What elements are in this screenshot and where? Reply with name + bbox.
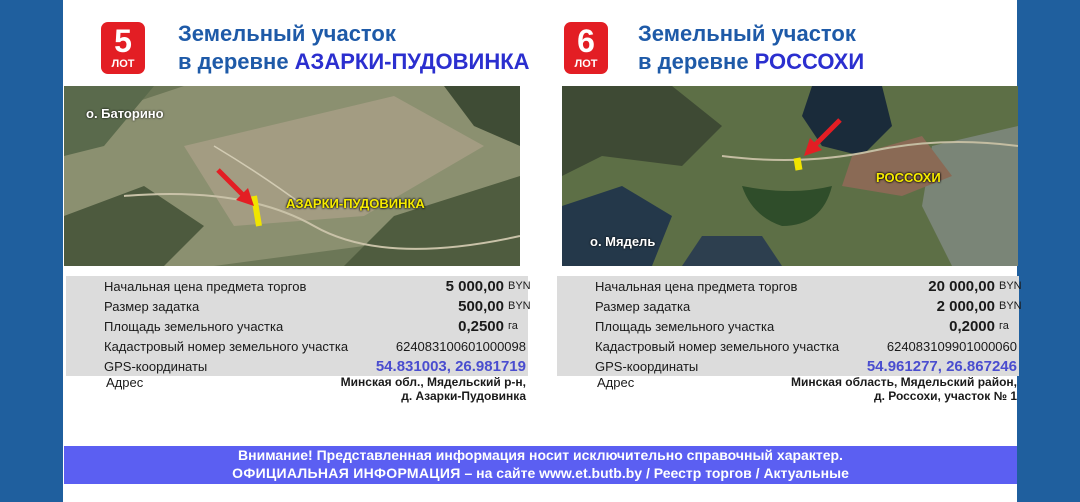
address-label: Адрес [597, 375, 635, 390]
gps-label: GPS-координаты [104, 359, 208, 374]
address-row [66, 376, 528, 416]
village-label: РОССОХИ [876, 170, 941, 185]
price-value: 5 000,00 [445, 278, 504, 295]
gps-value: 54.831003, 26.981719 [375, 358, 526, 375]
gps-row [557, 356, 1019, 376]
address-label: Адрес [106, 375, 144, 390]
area-value: 0,2000 [949, 318, 995, 335]
price-row [557, 276, 1022, 296]
cadastral-label: Кадастровый номер земельного участка [104, 339, 349, 354]
address-line2: д. Азарки-Пудовинка [401, 389, 526, 403]
address-line1: Минская обл., Мядельский р-н, [340, 375, 526, 389]
price-value: 20 000,00 [928, 278, 995, 295]
village-label: АЗАРКИ-ПУДОВИНКА [286, 196, 425, 211]
price-row [66, 276, 531, 296]
lot-number: 5 [114, 23, 132, 59]
deposit-row [66, 296, 531, 316]
cadastral-value: 624083100601000098 [395, 339, 526, 354]
lake-label: о. Баторино [86, 106, 164, 121]
lot-title-line1: Земельный участок [178, 21, 396, 46]
deposit-label: Размер задатка [104, 299, 200, 314]
lake-label: о. Мядель [590, 234, 656, 249]
cadastral-row [66, 336, 528, 356]
area-unit: га [508, 320, 518, 332]
notice-line1: Внимание! Представленная информация носит исключительно справочный характер. [238, 447, 843, 463]
price-unit: BYN [508, 280, 531, 292]
lot-title [178, 20, 530, 76]
area-row [557, 316, 1019, 336]
address-value [777, 375, 1017, 403]
lot-badge [101, 22, 145, 74]
lot-badge [564, 22, 608, 74]
deposit-unit: BYN [999, 300, 1022, 312]
price-unit: BYN [999, 280, 1022, 292]
cadastral-label: Кадастровый номер земельного участка [595, 339, 840, 354]
address-row [557, 376, 1019, 416]
notice-banner [64, 446, 1017, 484]
lot-info-table [66, 276, 531, 416]
deposit-unit: BYN [508, 300, 531, 312]
deposit-row [557, 296, 1022, 316]
lot-title-line2 [638, 48, 864, 76]
lot-title [638, 20, 864, 76]
title-place: АЗАРКИ-ПУДОВИНКА [294, 49, 530, 74]
area-unit: га [999, 320, 1009, 332]
lot-title-line2 [178, 48, 530, 76]
title-prefix: в деревне [638, 49, 755, 74]
lot-info-table [557, 276, 1022, 416]
lot-word: ЛОТ [574, 58, 598, 70]
gps-label: GPS-координаты [595, 359, 699, 374]
notice-site-link[interactable]: – на сайте www.et.butb.by / Реестр торгов / Актуальные [460, 465, 849, 481]
area-value: 0,2500 [458, 318, 504, 335]
lot-5-card [64, 0, 531, 440]
lot-title-line1: Земельный участок [638, 21, 856, 46]
cadastral-row [557, 336, 1019, 356]
right-side-bar [1017, 0, 1080, 502]
notice-line2 [64, 465, 1017, 482]
gps-row [66, 356, 528, 376]
lot-6-card [557, 0, 1021, 440]
notice-official: ОФИЦИАЛЬНАЯ ИНФОРМАЦИЯ [232, 465, 461, 481]
lot-number: 6 [577, 23, 595, 59]
lot-word: ЛОТ [111, 58, 135, 70]
title-place: РОССОХИ [754, 49, 865, 74]
red-arrow-icon [800, 116, 844, 160]
address-line2: д. Россохи, участок № 1 [873, 389, 1017, 403]
address-line1: Минская область, Мядельский район, [791, 375, 1017, 389]
satellite-map [562, 86, 1018, 266]
red-arrow-icon [214, 166, 258, 210]
address-value [286, 375, 526, 403]
satellite-map [64, 86, 520, 266]
deposit-value: 500,00 [458, 298, 504, 315]
left-side-bar [0, 0, 63, 502]
area-label: Площадь земельного участка [104, 319, 284, 334]
deposit-value: 2 000,00 [936, 298, 995, 315]
area-label: Площадь земельного участка [595, 319, 775, 334]
price-label: Начальная цена предмета торгов [104, 279, 307, 294]
gps-value: 54.961277, 26.867246 [866, 358, 1017, 375]
cadastral-value: 624083109901000060 [886, 339, 1017, 354]
deposit-label: Размер задатка [595, 299, 691, 314]
price-label: Начальная цена предмета торгов [595, 279, 798, 294]
area-row [66, 316, 528, 336]
title-prefix: в деревне [178, 49, 295, 74]
